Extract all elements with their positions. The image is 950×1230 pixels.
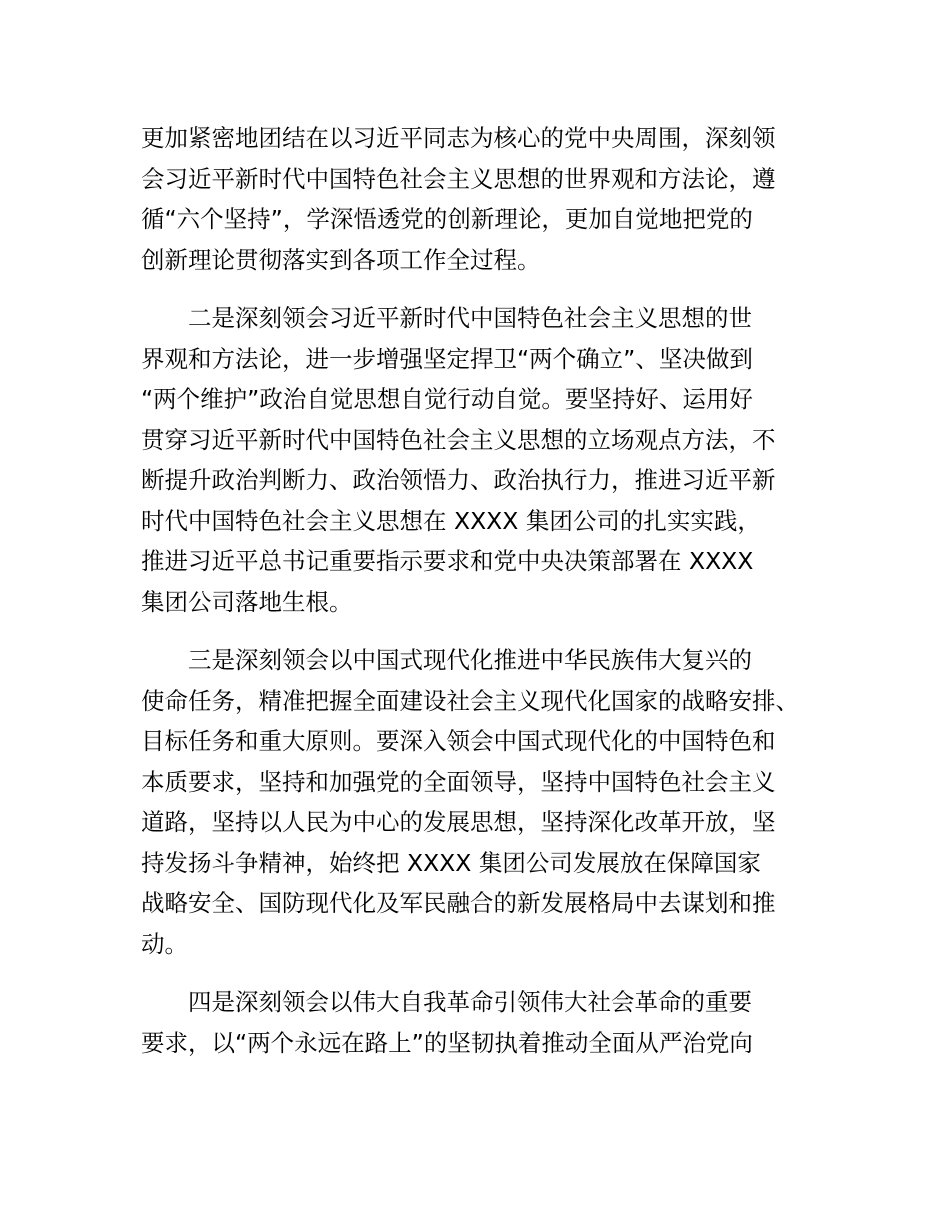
text-line: 循“六个坚持”，学深悟透党的创新理论，更加自觉地把党的 <box>141 205 753 233</box>
text-line: 时代中国特色社会主义思想在 XXXX 集团公司的扎实实践， <box>141 506 761 535</box>
text-line: 四是深刻领会以伟大自我革命引领伟大社会革命的重要 <box>188 988 752 1016</box>
body-text <box>141 118 841 1081</box>
text-line: 二是深刻领会习近平新时代中国特色社会主义思想的世 <box>188 304 752 332</box>
text-line: 断提升政治判断力、政治领悟力、政治执行力，推进习近平新 <box>141 466 776 494</box>
text-line: 三是深刻领会以中国式现代化推进中华民族伟大复兴的 <box>188 646 752 674</box>
text-line: 要求，以“两个永远在路上”的坚韧执着推动全面从严治党向 <box>141 1028 753 1057</box>
text-line: 持发扬斗争精神，始终把 XXXX 集团公司发展放在保障国家 <box>141 848 761 877</box>
text-line: 道路，坚持以人民为中心的发展思想，坚持深化改革开放，坚 <box>141 808 776 836</box>
text-line: 集团公司落地生根。 <box>141 587 353 616</box>
paragraph-3 <box>141 640 841 964</box>
text-line: 本质要求，坚持和加强党的全面领导，坚持中国特色社会主义 <box>141 767 776 796</box>
text-line: 会习近平新时代中国特色社会主义思想的世界观和方法论，遵 <box>141 164 776 193</box>
text-line: 使命任务，精准把握全面建设社会主义现代化国家的战略安排、 <box>141 686 799 715</box>
text-line: 推进习近平总书记重要指示要求和党中央决策部署在 XXXX <box>141 547 754 575</box>
text-line: 创新理论贯彻落实到各项工作全过程。 <box>141 245 541 274</box>
text-line: 战略安全、国防现代化及军民融合的新发展格局中去谋划和推 <box>141 889 776 917</box>
text-line: 更加紧密地团结在以习近平同志为核心的党中央周围，深刻领 <box>141 124 776 152</box>
text-line: “两个维护”政治自觉思想自觉行动自觉。要坚持好、运用好 <box>141 385 753 413</box>
text-line: 贯穿习近平新时代中国特色社会主义思想的立场观点方法，不 <box>141 425 776 454</box>
text-line: 界观和方法论，进一步增强坚定捍卫“两个确立”、坚决做到 <box>141 344 753 373</box>
paragraph-4 <box>141 982 841 1063</box>
paragraph-1 <box>141 118 841 280</box>
text-line: 动。 <box>141 929 188 958</box>
paragraph-2 <box>141 298 841 622</box>
text-line: 目标任务和重大原则。要深入领会中国式现代化的中国特色和 <box>141 727 776 755</box>
